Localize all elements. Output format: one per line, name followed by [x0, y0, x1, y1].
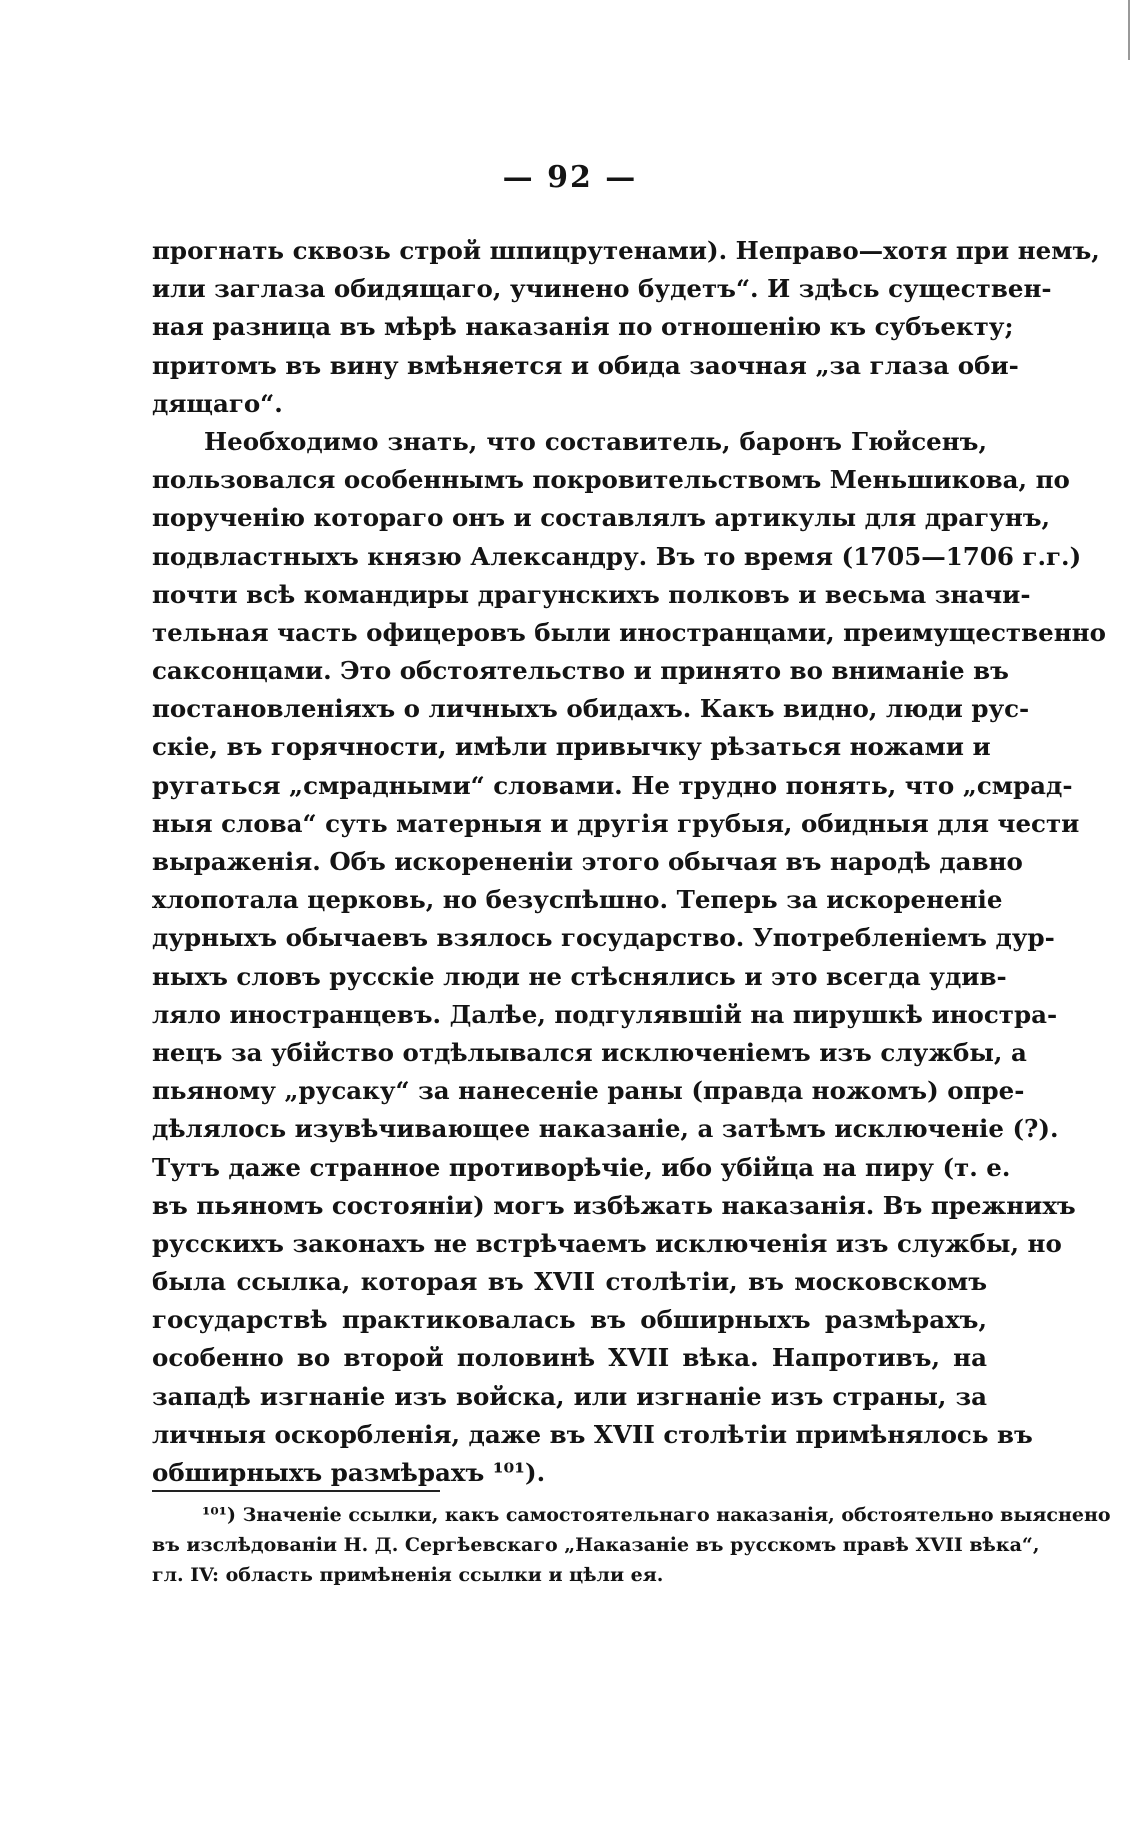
text-line: пользовался особеннымъ покровительствомъ Меньшикова, по	[152, 465, 1070, 495]
text-line: тельная часть офицеровъ были иностранцами, преимущественно	[152, 617, 1106, 647]
text-line: или заглаза обидящаго, учинено будетъ“. И здѣсь существен-	[152, 274, 1052, 304]
text-line: выраженія. Объ искорененіи этого обычая въ народѣ давно	[152, 847, 1023, 876]
scan-edge-mark	[1128, 0, 1136, 60]
text-line: порученію котораго онъ и составлялъ артикулы для драгунъ,	[152, 503, 1051, 533]
text-line: ныхъ словъ русскіе люди не стѣснялись и это всегда удив-	[152, 961, 1007, 991]
text-line: личныя оскорбленія, даже въ XVII столѣтіи примѣнялось въ	[152, 1419, 1033, 1449]
text-line: ляло иностранцевъ. Далѣе, подгулявшій на пирушкѣ иностра-	[152, 999, 1058, 1029]
text-line: ныя слова“ суть матерныя и другія грубыя, обидныя для чести	[152, 808, 1080, 838]
text-line: въ пьяномъ состояніи) могъ избѣжать наказанія. Въ прежнихъ	[152, 1190, 1076, 1220]
text-line: подвластныхъ князю Александру. Въ то время (1705—1706 г.г.)	[152, 541, 1082, 571]
text-line: дящаго“.	[152, 388, 283, 418]
text-line: хлопотала церковь, но безуспѣшно. Теперь за искорененіе	[152, 885, 1003, 915]
text-line: обширныхъ размѣрахъ ¹⁰¹).	[152, 1458, 546, 1487]
text-line: почти всѣ командиры драгунскихъ полковъ и весьма значи-	[152, 579, 1031, 609]
text-line: дѣлялось изувѣчивающее наказаніе, а затѣмъ исключеніе (?).	[152, 1114, 1059, 1144]
text-line: саксонцами. Это обстоятельство и принято во вниманіе въ	[152, 656, 1009, 686]
text-line: дурныхъ обычаевъ взялось государство. Употребленіемъ дур-	[152, 923, 1055, 953]
text-line: государствѣ практиковалась въ обширныхъ размѣрахъ,	[152, 1305, 987, 1335]
text-line: пьяному „русаку“ за нанесеніе раны (правда ножомъ) опре-	[152, 1076, 1025, 1106]
text-line: нецъ за убійство отдѣлывался исключеніемъ изъ службы, а	[152, 1037, 1027, 1067]
text-line: постановленіяхъ о личныхъ обидахъ. Какъ видно, люди рус-	[152, 694, 1030, 724]
text-line: Тутъ даже странное противорѣчіе, ибо убійца на пиру (т. е.	[152, 1152, 1011, 1182]
footnote	[152, 1500, 1111, 1590]
text-line: русскихъ законахъ не встрѣчаемъ исключенія изъ службы, но	[152, 1228, 1062, 1258]
footnote-line: въ изслѣдованіи Н. Д. Сергѣевскаго „Наказаніе въ русскомъ правѣ XVII вѣка“,	[152, 1534, 1040, 1556]
text-line: скіе, въ горячности, имѣли привычку рѣзаться ножами и	[152, 732, 991, 762]
text-line: ная разница въ мѣрѣ наказанія по отношенію къ субъекту;	[152, 312, 1014, 342]
body-text	[152, 232, 1106, 1492]
text-line: особенно во второй половинѣ XVII вѣка. Напротивъ, на	[152, 1343, 987, 1373]
text-line: притомъ въ вину вмѣняется и обида заочная „за глаза оби-	[152, 350, 1019, 380]
text-line: ругаться „смрадными“ словами. Не трудно понять, что „смрад-	[152, 770, 1073, 800]
text-line: западѣ изгнаніе изъ войска, или изгнаніе изъ страны, за	[152, 1381, 987, 1411]
text-line: была ссылка, которая въ XVII столѣтіи, въ московскомъ	[152, 1267, 987, 1297]
page-number: — 92 —	[502, 160, 638, 195]
text-line: Необходимо знать, что составитель, баронъ Гюйсенъ,	[204, 426, 987, 456]
footnote-line: ¹⁰¹) Значеніе ссылки, какъ самостоятельнаго наказанія, обстоятельно выяснено	[202, 1504, 1111, 1526]
footnote-line: гл. IV: область примѣненія ссылки и цѣли ея.	[152, 1564, 664, 1586]
footnote-divider	[152, 1490, 440, 1492]
text-line: прогнать сквозь строй шпицрутенами). Неправо—хотя при немъ,	[152, 236, 1100, 265]
